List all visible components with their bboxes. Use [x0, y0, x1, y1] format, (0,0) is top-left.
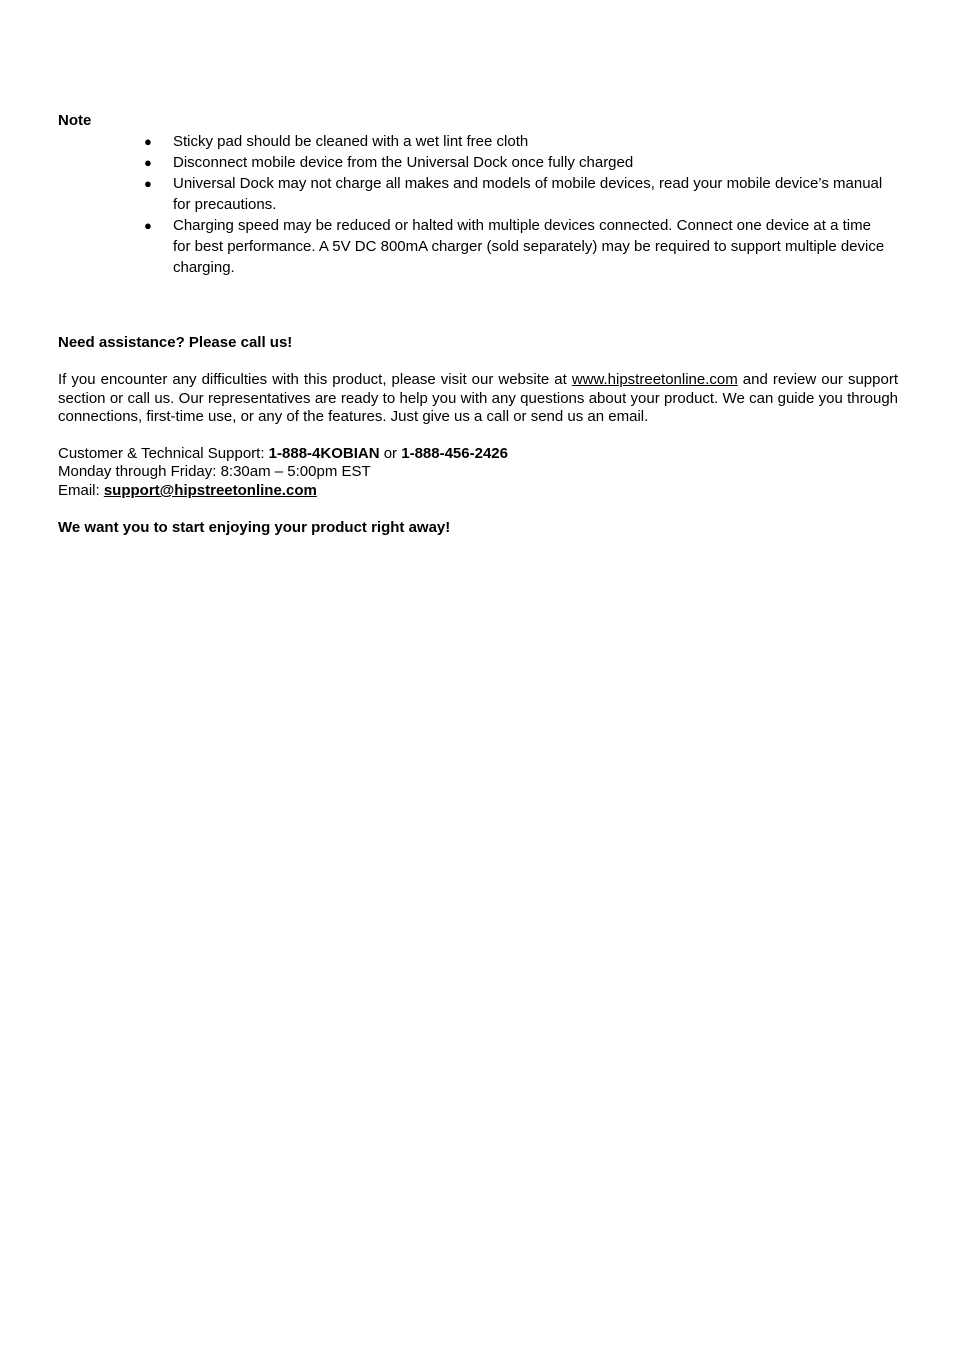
- email-label: Email:: [58, 482, 104, 499]
- website-link[interactable]: www.hipstreetonline.com: [571, 371, 738, 388]
- note-heading: Note: [58, 112, 92, 129]
- paragraph-text-start: If you encounter any difficulties with this product, please visit our website at: [58, 371, 572, 388]
- list-item-text: Disconnect mobile device from the Universal Dock once fully charged: [173, 154, 634, 171]
- list-item: [144, 173, 888, 215]
- bullet-icon: ●: [144, 176, 152, 191]
- email-line: [58, 482, 898, 501]
- bullet-icon: ●: [144, 155, 152, 170]
- or-text: or: [379, 445, 402, 462]
- note-list: [144, 131, 888, 278]
- list-item-text: Universal Dock may not charge all makes and models of mobile devices, read your mobile device’s manual for precautions.: [173, 175, 883, 213]
- support-phone-line: [58, 445, 898, 464]
- bullet-icon: ●: [144, 134, 152, 149]
- assistance-heading: Need assistance? Please call us!: [58, 334, 293, 351]
- list-item: [144, 131, 888, 152]
- list-item: [144, 152, 888, 173]
- list-item-text: Sticky pad should be cleaned with a wet lint free cloth: [173, 133, 529, 150]
- phone-number-secondary: 1-888-456-2426: [401, 445, 508, 462]
- list-item: [144, 215, 888, 278]
- list-item-text: Charging speed may be reduced or halted with multiple devices connected. Connect one device at a time for best performance. A 5V DC 800mA charger (sold separately) may be required to support multiple device charging.: [173, 217, 885, 276]
- bullet-icon: ●: [144, 218, 152, 233]
- email-link[interactable]: support@hipstreetonline.com: [103, 482, 317, 499]
- support-hours: Monday through Friday: 8:30am – 5:00pm EST: [58, 463, 371, 480]
- assistance-paragraph: [58, 371, 898, 427]
- closing-statement: We want you to start enjoying your product right away!: [58, 519, 451, 536]
- paragraph-text-end: and review our support section or call us. Our representatives are ready to help you with any questions about your product. We can guide you through connections, first-time use, or any of the features. Just give us a call or send us an email.: [58, 371, 898, 425]
- phone-number-primary: 1-888-4KOBIAN: [268, 445, 380, 462]
- support-label: Customer & Technical Support:: [58, 445, 269, 462]
